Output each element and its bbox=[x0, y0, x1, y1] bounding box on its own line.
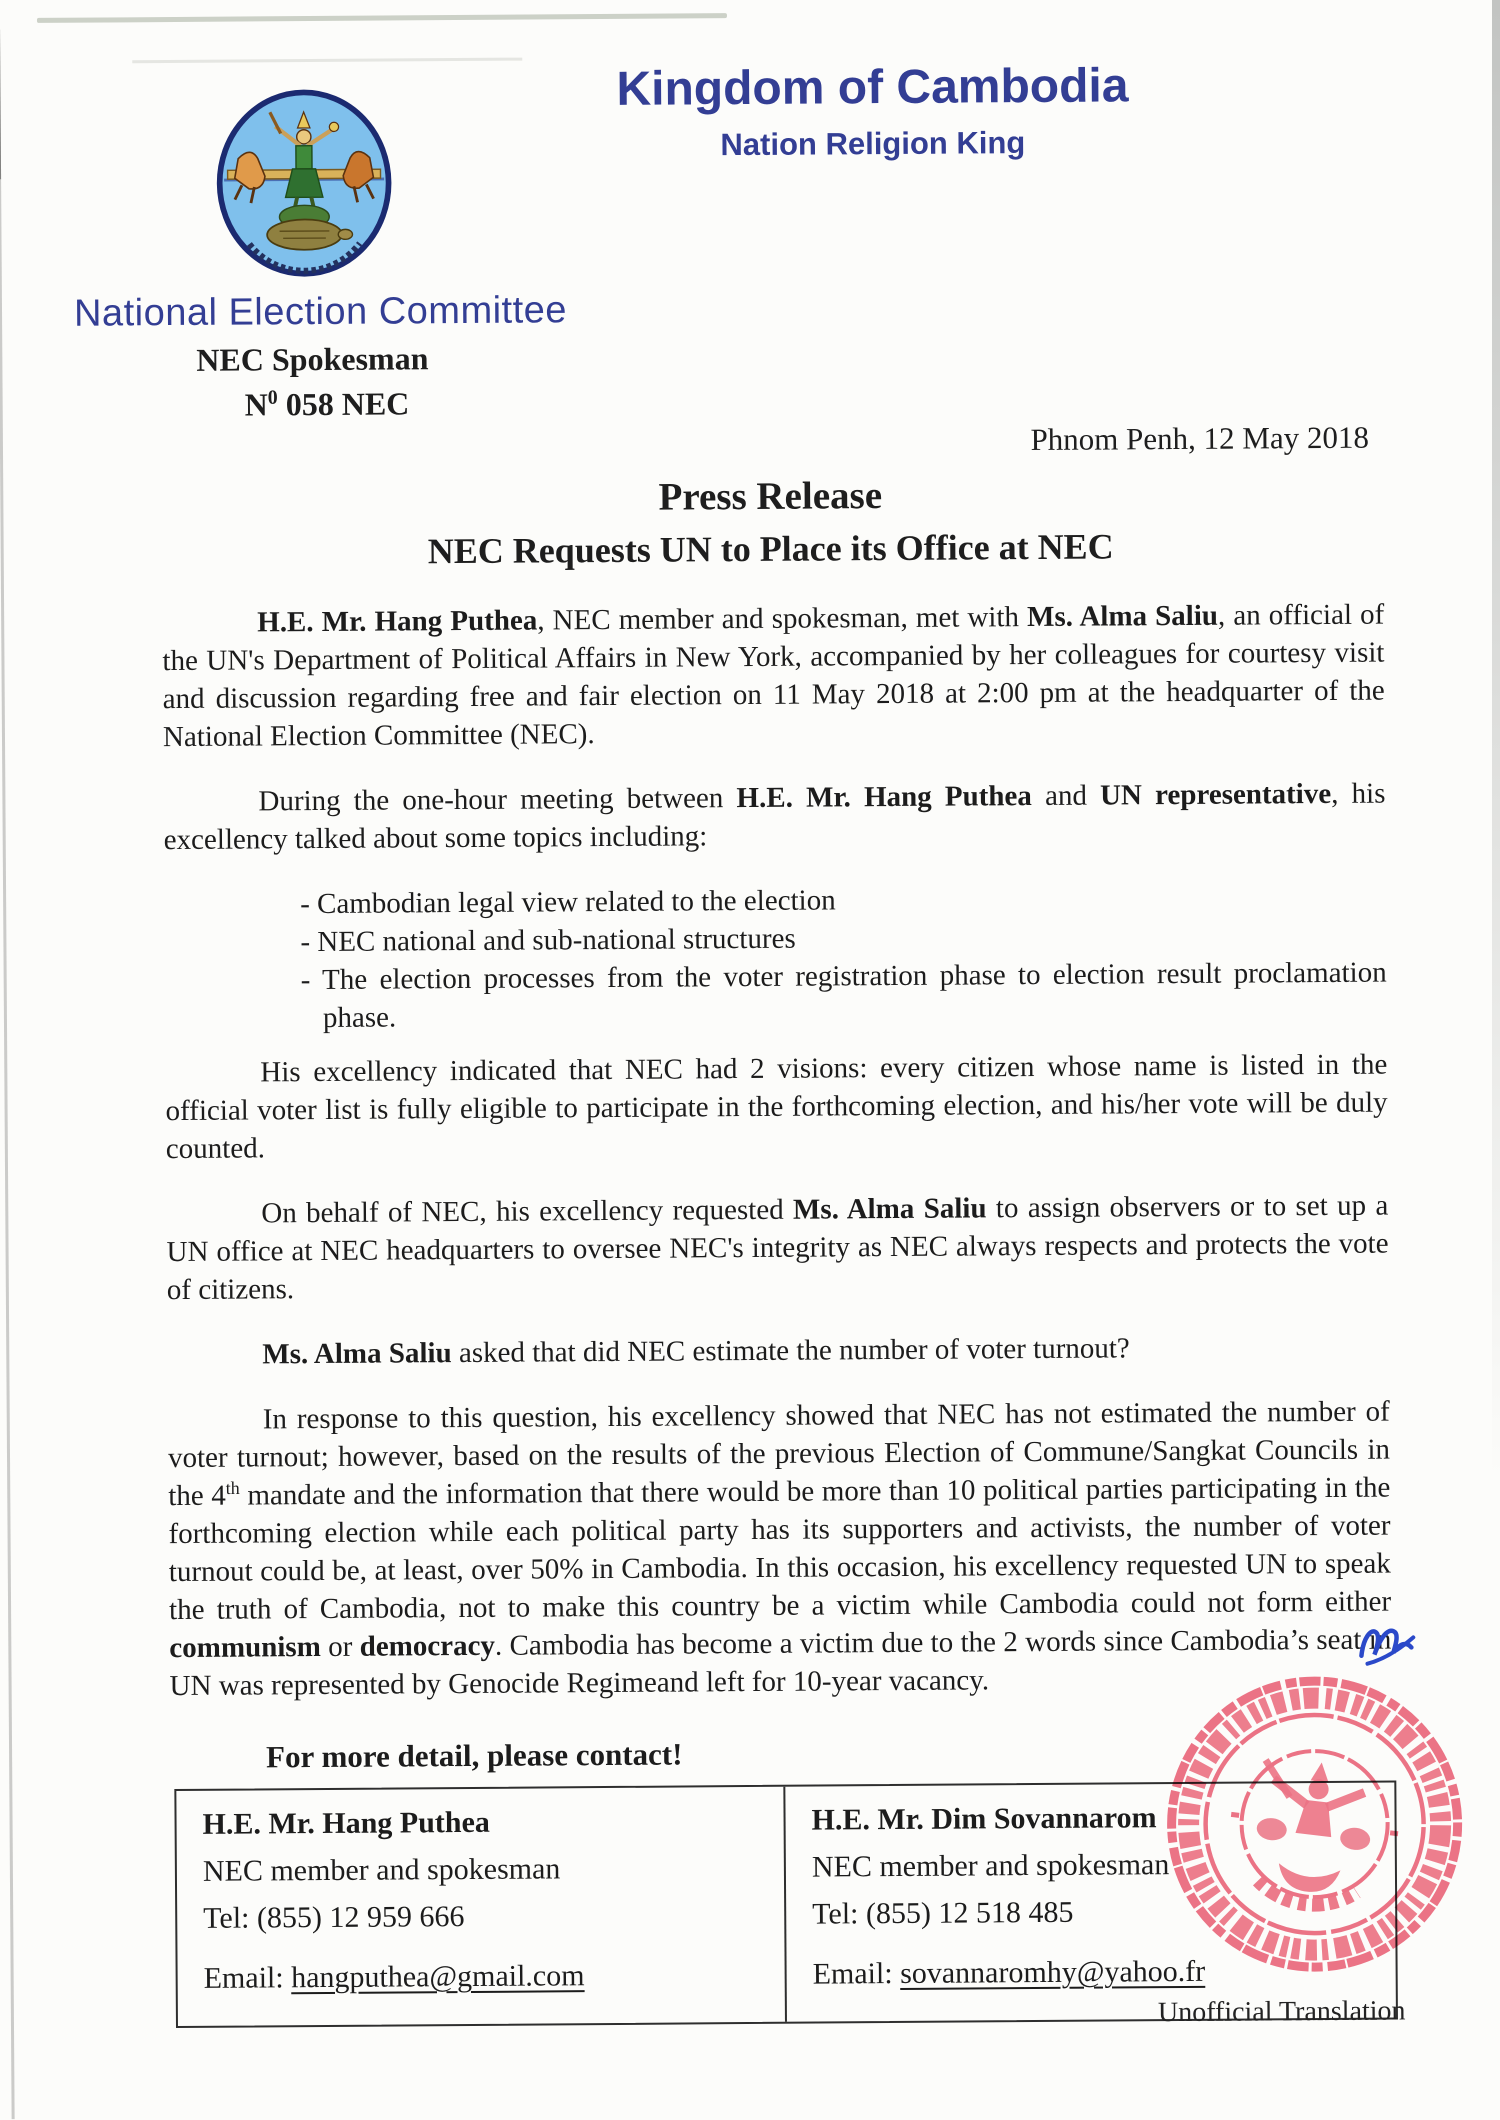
dateline: Phnom Penh, 12 May 2018 bbox=[1030, 419, 1370, 458]
contact-name: H.E. Mr. Hang Puthea bbox=[202, 1805, 490, 1841]
email-address: sovannaromhy@yahoo.fr bbox=[900, 1954, 1206, 1990]
scan-edge-left bbox=[0, 29, 15, 2119]
text-segment: and bbox=[1031, 779, 1101, 813]
text-segment: th bbox=[225, 1477, 240, 1499]
contact-cell-hang-puthea bbox=[176, 1787, 787, 2026]
header-block bbox=[522, 59, 1223, 164]
contact-email-line bbox=[203, 1951, 758, 2002]
committee-name: National Election Committee bbox=[73, 289, 568, 335]
doc-no-sup: 0 bbox=[267, 386, 278, 409]
body-paragraphs bbox=[162, 596, 1392, 1706]
bullet-list bbox=[164, 878, 1387, 1039]
nec-emblem-graphic bbox=[214, 86, 393, 279]
scan-artifact-streak bbox=[37, 13, 727, 23]
paragraph bbox=[165, 1046, 1388, 1169]
document-title: NEC Requests UN to Place its Office at NEC bbox=[427, 526, 1114, 572]
doc-no-n: N bbox=[244, 386, 268, 423]
document-number bbox=[245, 385, 410, 423]
press-release-heading: Press Release bbox=[658, 474, 883, 519]
paragraph bbox=[163, 775, 1386, 860]
nec-red-seal-stamp-icon bbox=[1164, 1673, 1466, 1975]
email-address: hangputhea@gmail.com bbox=[291, 1959, 585, 1995]
spokesman-line: NEC Spokesman bbox=[196, 340, 429, 378]
text-segment: In response to this question, his excellency showed that NEC has not estimated the number of voter turnout; however, based on the results of the previous Election of Commune/Sangkat Councils in the 4 bbox=[167, 1395, 1391, 1513]
signature-graphic bbox=[1353, 1619, 1419, 1677]
bold-text-segment: democracy bbox=[359, 1629, 496, 1663]
contact-role: NEC member and spokesman bbox=[202, 1852, 561, 1888]
text-segment: , an official of the UN's Department of Political Affairs in New York, accompanied by her colleagues for courtesy visit and discussion regarding free and fair election on 11 May 2018 at 2:00 pm at the headquarter of the National Election Committee (NEC). bbox=[162, 598, 1385, 754]
doc-no-rest: 058 NEC bbox=[277, 385, 410, 423]
contact-role: NEC member and spokesman bbox=[811, 1848, 1170, 1884]
red-stamp-graphic bbox=[1164, 1673, 1466, 1975]
text-segment: . Cambodia has become a victim due to the 2 words since Cambodia’s seat in UN was represented by Genocide Regimeand left for 10-year vacancy. bbox=[169, 1623, 1392, 1703]
text-segment: His excellency indicated that NEC had 2 visions: every citizen whose name is listed in the official voter list is fully eligible to participate in the forthcoming election, and his/her vote will be duly counted. bbox=[165, 1048, 1388, 1166]
contact-name: H.E. Mr. Dim Sovannarom bbox=[811, 1801, 1157, 1837]
unofficial-translation-note: Unofficial Translation bbox=[1157, 1995, 1406, 2029]
bold-text-segment: UN representative bbox=[1099, 777, 1332, 812]
email-label: Email: bbox=[812, 1956, 901, 1991]
nec-emblem-logo-icon bbox=[214, 86, 393, 279]
email-label: Email: bbox=[203, 1961, 292, 1995]
contact-tel: Tel: (855) 12 959 666 bbox=[203, 1900, 465, 1935]
bold-text-segment: H.E. Mr. Hang Puthea bbox=[736, 780, 1032, 815]
bold-text-segment: Ms. Alma Saliu bbox=[792, 1192, 987, 1226]
bold-text-segment: communism bbox=[169, 1631, 321, 1665]
bullet-item: - Cambodian legal view related to the election bbox=[300, 884, 836, 921]
signature-initials-icon bbox=[1353, 1619, 1419, 1677]
contact-heading: For more detail, please contact! bbox=[265, 1736, 683, 1775]
bullet-item: - NEC national and sub-national structures bbox=[300, 922, 796, 959]
bold-text-segment: Ms. Alma Saliu bbox=[262, 1337, 452, 1371]
motto-line: Nation Religion King bbox=[720, 125, 1026, 163]
scan-edge-left-dark bbox=[0, 29, 1, 179]
bullet-item: - The election processes from the voter registration phase to election result proclamation phase. bbox=[300, 956, 1387, 1034]
bold-text-segment: Ms. Alma Saliu bbox=[1026, 599, 1219, 634]
contact-tel: Tel: (855) 12 518 485 bbox=[812, 1895, 1074, 1931]
text-segment: During the one-hour meeting between bbox=[258, 782, 737, 818]
text-segment: , his excellency talked about some topics including: bbox=[163, 777, 1386, 857]
text-segment: mandate and the information that there would be more than 10 political parties participating in the forthcoming election while each political party has its supporters and activists, the number of voter turnout could be, at least, over 50% in Cambodia. In this occasion, his excellency requested UN to speak the truth of Cambodia, not to make this country be a victim while Cambodia could not form either bbox=[168, 1471, 1392, 1627]
bold-text-segment: H.E. Mr. Hang Puthea bbox=[257, 604, 538, 639]
paragraph bbox=[168, 1393, 1392, 1706]
scan-artifact-streak-2 bbox=[132, 58, 522, 64]
paragraph bbox=[166, 1187, 1389, 1310]
text-segment: or bbox=[320, 1630, 360, 1664]
paragraph bbox=[167, 1328, 1389, 1375]
text-segment: to assign observers or to set up a UN office at NEC headquarters to oversee NEC's integrity as NEC always respects and protects the vote of citizens. bbox=[166, 1189, 1389, 1307]
text-segment: asked that did NEC estimate the number of voter turnout? bbox=[451, 1332, 1130, 1370]
kingdom-title: Kingdom of Cambodia bbox=[616, 59, 1129, 116]
paragraph bbox=[162, 596, 1385, 757]
text-segment: On behalf of NEC, his excellency requested bbox=[261, 1193, 794, 1230]
text-segment: , NEC member and spokesman, met with bbox=[537, 601, 1028, 637]
